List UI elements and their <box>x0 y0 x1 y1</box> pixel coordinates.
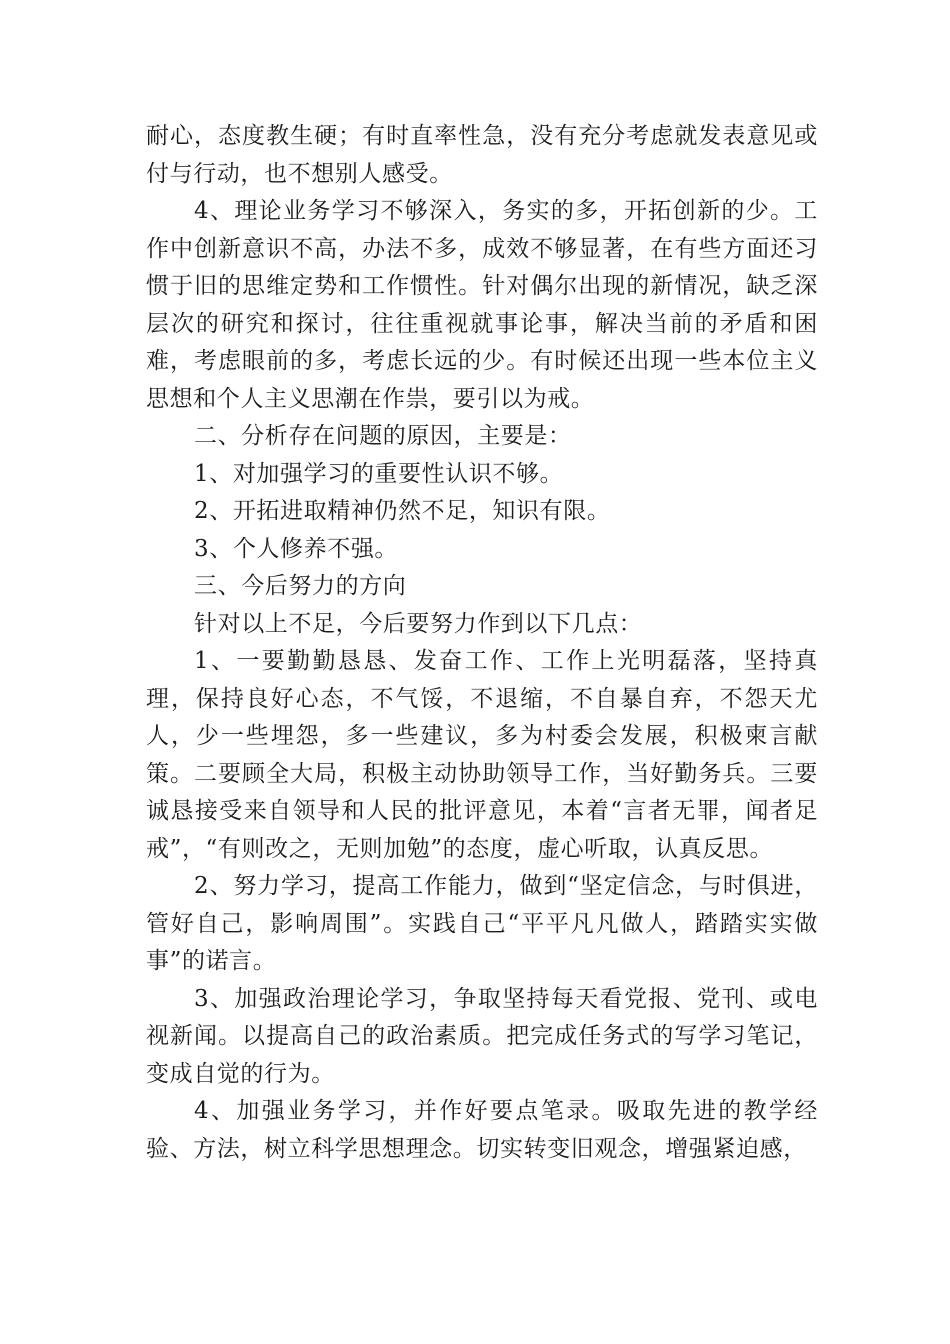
direction-item-2: 2、努力学习，提高工作能力，做到“坚定信念，与时俱进，管好自己，影响周围”。实践自己“平平凡凡做人，踏踏实实做事”的诺言。 <box>146 873 818 974</box>
document-body <box>146 118 818 1168</box>
paragraph-continuation: 耐心，态度教生硬；有时直率性急，没有充分考虑就发表意见或付与行动，也不想别人感受。 <box>146 123 818 187</box>
cause-item-3: 3、个人修养不强。 <box>194 535 399 562</box>
paragraph-item-4-theory-study: 4、理论业务学习不够深入，务实的多，开拓创新的少。工作中创新意识不高，办法不多，成效不够显著，在有些方面还习惯于旧的思维定势和工作惯性。针对偶尔出现的新情况，缺乏深层次的研究和探讨，往往重视就事论事，解决当前的矛盾和困难，考虑眼前的多，考虑长远的少。有时候还出现一些本位主义思想和个人主义思潮在作祟，要引以为戒。 <box>146 198 818 412</box>
direction-item-4: 4、加强业务学习，并作好要点笔录。吸取先进的教学经验、方法，树立科学思想理念。切实转变旧观念，增强紧迫感， <box>146 1098 818 1162</box>
direction-item-3: 3、加强政治理论学习，争取坚持每天看党报、党刊、或电视新闻。以提高自己的政治素质。把完成任务式的写学习笔记，变成自觉的行为。 <box>146 985 818 1087</box>
cause-item-1: 1、对加强学习的重要性认识不够。 <box>194 460 564 487</box>
direction-item-1: 1、一要勤勤恳恳、发奋工作、工作上光明磊落，坚持真理，保持良好心态，不气馁，不退缩，不自暴自弃，不怨天尤人，少一些埋怨，多一些建议，多为村委会发展，积极柬言献策。二要顾全大局，积极主动协助领导工作，当好勤务兵。三要诚恳接受来自领导和人民的批评意见，本着“言者无罪，闻者足戒”，“有则改之，无则加勉”的态度，虚心听取，认真反思。 <box>146 648 818 862</box>
cause-item-2: 2、开拓进取精神仍然不足，知识有限。 <box>194 498 611 524</box>
section-heading-3: 三、今后努力的方向 <box>194 573 407 599</box>
section-intro: 针对以上不足，今后要努力作到以下几点： <box>194 610 643 637</box>
section-heading-2: 二、分析存在问题的原因，主要是： <box>194 423 572 449</box>
